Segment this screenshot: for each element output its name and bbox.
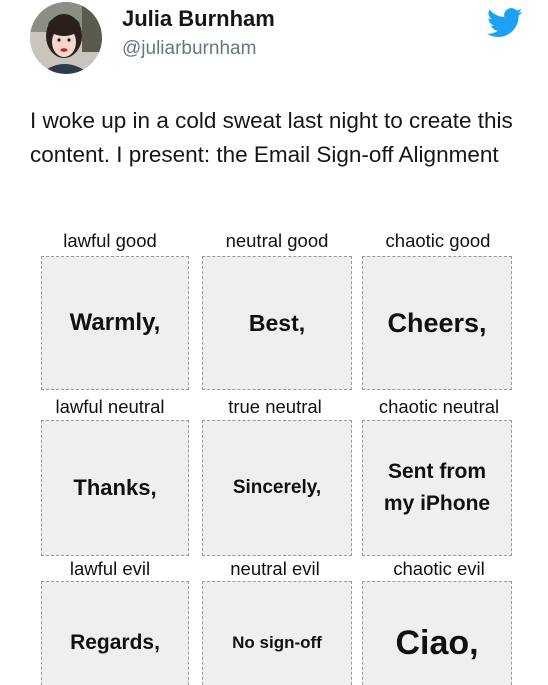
- signoff-cell: [202, 581, 352, 685]
- cell-label: true neutral: [228, 396, 322, 417]
- signoff-cell: [362, 420, 512, 556]
- tweet-text: I woke up in a cold sweat last night to create this content. I present: the Email Sign-off Alignment: [30, 108, 513, 167]
- signoff-text: Sincerely,: [232, 477, 322, 498]
- cell-label: lawful evil: [69, 558, 151, 579]
- signoff-text: No sign-off: [232, 633, 322, 652]
- signoff-cell: [41, 581, 189, 685]
- signoff-text: Regards,: [70, 631, 160, 654]
- avatar-photo: [30, 2, 102, 74]
- signoff-cell: [202, 420, 352, 556]
- cell-label: neutral good: [225, 230, 329, 251]
- signoff-cell: [41, 256, 189, 390]
- signoff-text: Warmly,: [69, 309, 161, 336]
- signoff-text: Sent from my iPhone: [383, 460, 491, 515]
- signoff-text: Cheers,: [387, 307, 487, 338]
- signoff-text: Best,: [248, 309, 306, 336]
- alignment-chart-image[interactable]: [0, 228, 548, 685]
- cell-label: chaotic good: [385, 230, 491, 251]
- cell-label: chaotic evil: [393, 558, 485, 579]
- cell-label: chaotic neutral: [378, 396, 500, 417]
- signoff-cell: [362, 581, 512, 685]
- signoff-cell: [202, 256, 352, 390]
- cell-label: lawful good: [63, 230, 157, 251]
- avatar[interactable]: [30, 2, 102, 74]
- signoff-cell: [41, 420, 189, 556]
- author-display-name[interactable]: Julia Burnham: [122, 6, 275, 31]
- cell-label: neutral evil: [230, 558, 320, 579]
- author-handle[interactable]: @juliarburnham: [122, 38, 257, 59]
- signoff-text: Thanks,: [73, 475, 157, 500]
- signoff-cell: [362, 256, 512, 390]
- twitter-bird-icon[interactable]: [487, 8, 523, 38]
- cell-label: lawful neutral: [55, 396, 165, 417]
- signoff-text: Ciao,: [395, 623, 479, 662]
